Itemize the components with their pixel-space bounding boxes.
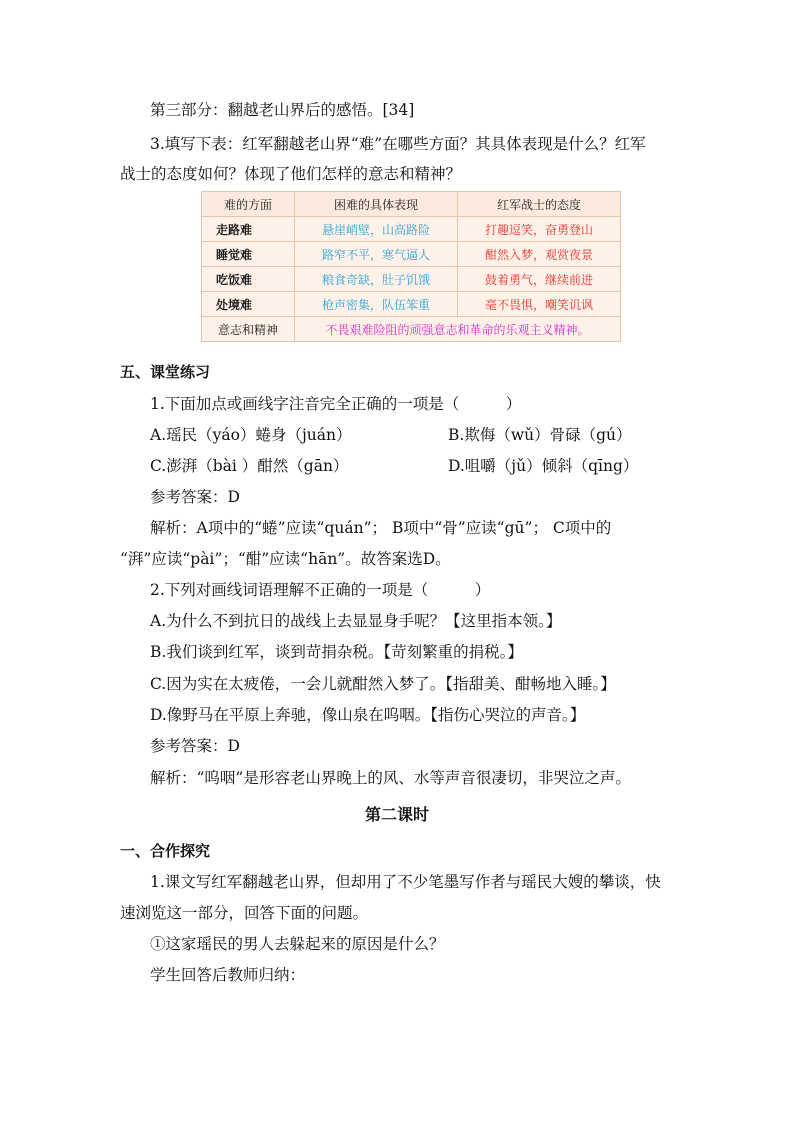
detail-cell: 枪声密集，队伍笨重 bbox=[295, 292, 458, 317]
question3-line1: 3.填写下表：红军翻越老山界“难”在哪些方面？其具体表现是什么？红军 bbox=[150, 135, 646, 153]
aspect-cell: 睡觉难 bbox=[202, 242, 295, 267]
question2-answer: 参考答案：D bbox=[150, 737, 240, 755]
detail-cell: 悬崖峭壁，山高路险 bbox=[295, 217, 458, 242]
table-row bbox=[202, 292, 621, 317]
detail-cell: 路窄不平，寒气逼人 bbox=[295, 242, 458, 267]
question2-option-b: B.我们谈到红军，谈到苛捐杂税。【苛刻繁重的捐税。】 bbox=[150, 643, 523, 661]
attitude-cell: 鼓着勇气，继续前进 bbox=[457, 267, 620, 292]
inquiry-paragraph-line1: 1.课文写红军翻越老山界，但却用了不少笔墨写作者与瑶民大嫂的攀谈，快 bbox=[150, 873, 661, 891]
table-spirit-row bbox=[202, 317, 621, 342]
section-heading-practice: 五、课堂练习 bbox=[120, 363, 211, 381]
question1-stem: 1.下面加点或画线字注音完全正确的一项是（ ） bbox=[150, 395, 522, 413]
question2-explanation: 解析：“呜咽”是形容老山界晚上的风、水等声音很凄切，非哭泣之声。 bbox=[150, 769, 631, 787]
inquiry-paragraph-line2: 速浏览这一部分，回答下面的问题。 bbox=[120, 904, 369, 922]
question1-explanation-line1: 解析：A项中的“蜷”应读“quán”； B项中“骨”应读“gū”； C项中的 bbox=[150, 519, 612, 537]
attitude-cell: 酣然入梦，观赏夜景 bbox=[457, 242, 620, 267]
difficulty-table bbox=[201, 191, 621, 342]
table-row bbox=[202, 242, 621, 267]
question2-option-d: D.像野马在平原上奔驰，像山泉在呜咽。【指伤心哭泣的声音。】 bbox=[150, 706, 586, 724]
table-header-row bbox=[202, 192, 621, 217]
inquiry-response-prompt: 学生回答后教师归纳： bbox=[150, 966, 306, 984]
question2-option-c: C.因为实在太疲倦，一会儿就酣然入梦了。【指甜美、酣畅地入睡。】 bbox=[150, 675, 616, 693]
inquiry-question: ①这家瑶民的男人去躲起来的原因是什么？ bbox=[150, 935, 445, 953]
question1-option-d: D.咀嚼（jǔ）倾斜（qīng） bbox=[448, 457, 639, 475]
question1-option-c: C.澎湃（bài ）酣然（gān） bbox=[150, 457, 349, 475]
table-header: 困难的具体表现 bbox=[295, 192, 458, 217]
question1-answer: 参考答案：D bbox=[150, 488, 240, 506]
table-row bbox=[202, 217, 621, 242]
aspect-cell: 走路难 bbox=[202, 217, 295, 242]
attitude-cell: 打趣逗笑，奋勇登山 bbox=[457, 217, 620, 242]
table-header: 难的方面 bbox=[202, 192, 295, 217]
question3-line2: 战士的态度如何？体现了他们怎样的意志和精神？ bbox=[120, 165, 462, 183]
question1-explanation-line2: “湃”应读“pài”；“酣”应读“hān”。故答案选D。 bbox=[120, 550, 451, 568]
table-row bbox=[202, 267, 621, 292]
attitude-cell: 毫不畏惧，嘲笑讥讽 bbox=[457, 292, 620, 317]
question2-stem: 2.下列对画线词语理解不正确的一项是（ ） bbox=[150, 581, 491, 599]
lesson-title: 第二课时 bbox=[364, 805, 429, 824]
aspect-cell: 处境难 bbox=[202, 292, 295, 317]
aspect-cell: 吃饭难 bbox=[202, 267, 295, 292]
spirit-label-cell: 意志和精神 bbox=[202, 317, 295, 342]
question1-option-a: A.瑶民（yáo）蜷身（juán） bbox=[150, 426, 352, 444]
detail-cell: 粮食奇缺，肚子饥饿 bbox=[295, 267, 458, 292]
part3-line: 第三部分：翻越老山界后的感悟。[34] bbox=[150, 101, 415, 119]
question2-option-a: A.为什么不到抗日的战线上去显显身手呢？【这里指本领。】 bbox=[150, 612, 562, 630]
section-heading-inquiry: 一、合作探究 bbox=[120, 842, 211, 860]
table-header: 红军战士的态度 bbox=[457, 192, 620, 217]
spirit-text-cell: 不畏艰难险阻的顽强意志和革命的乐观主义精神。 bbox=[295, 317, 621, 342]
question1-option-b: B.欺侮（wǔ）骨碌（gú） bbox=[448, 426, 632, 444]
